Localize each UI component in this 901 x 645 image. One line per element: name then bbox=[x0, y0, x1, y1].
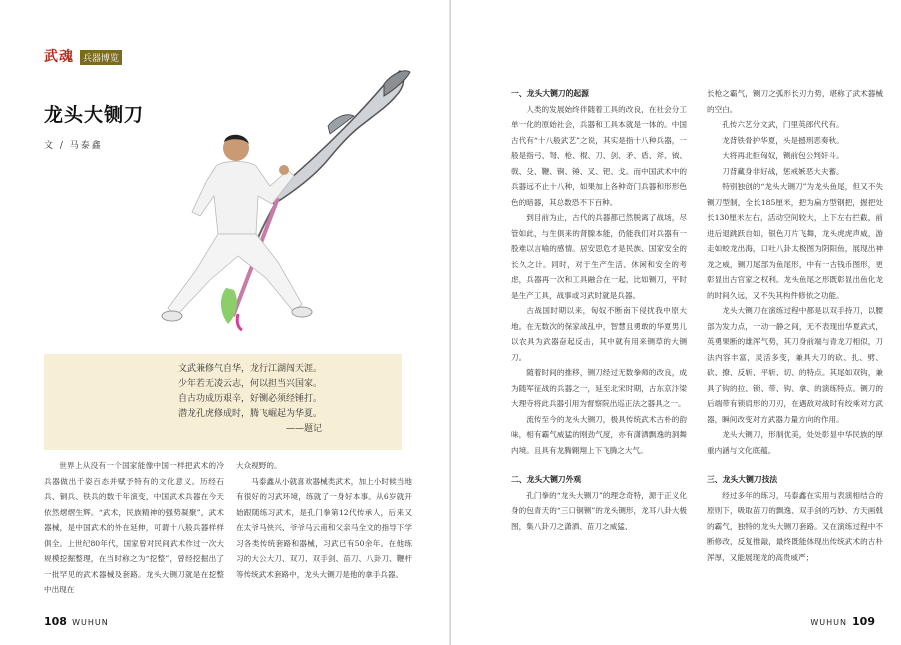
paragraph: 龙头大铡刀，形制优美，处处彰显中华民族的厚重内涵与文化底蕴。 bbox=[707, 430, 883, 455]
paragraph: 特别独创的“龙头大铡刀”为龙头鱼尾，但又不失铡刀型制，全长185厘米，把为扁方型钢把，握把处长130厘米左右，活动空间较大，上下左右拦截，前进后退跳跃自如，银色刀片飞舞，龙头虎虎声威，游走如蛟龙出海，口吐八卦太极图为阴阳鱼，展现出神龙之威，铡刀尾部为鱼尾形，中有一古钱币图形，更彰显出古官家之权利。龙头鱼尾之形既彰显出鱼化龙的时间久远，又不失其构件修依之功能。 bbox=[707, 182, 883, 300]
paragraph: 龙头大铡刀在演练过程中都是以双手持刀，以腰部为发力点，一动一静之间，无不表现出华夏武式，英勇果断的雄浑气势，其刀身前端与青龙刀相似，刀法内容丰富，灵活多变，兼具大刀的砍、扎、劈、砍、撩、反斩、平斩、切、的特点。其尾如双钩，兼具了钩的拉、锁、带、钩、拿、的演练特点。铡刀的后端带有锁肩形的刀刃，在遇敌对战时有绞乘对方武器，瞬间改变对方武器力量方向的作用。 bbox=[707, 306, 883, 424]
section-heading: 二、龙头大铡刀外观 bbox=[511, 475, 582, 484]
magazine-name: WUHUN bbox=[810, 618, 847, 627]
right-column-1 bbox=[511, 86, 687, 606]
epigraph-poem bbox=[178, 362, 322, 437]
magazine-logo: 武魂 bbox=[44, 49, 74, 65]
blade-shape bbox=[270, 71, 403, 204]
verse-line: 刀背藏身非好战，惩戒嫉恶大夫蓄。 bbox=[722, 166, 844, 176]
paragraph: 长枪之霸气，铡刀之弧形长刃力势，堪称了武术器械的空白。 bbox=[707, 89, 883, 114]
poem-line: 文武兼修气自华，龙行江湖闯天涯。 bbox=[177, 364, 322, 374]
poem-line: 少年若无凌云志，何以担当兴国家。 bbox=[177, 379, 322, 389]
paragraph: 古战国时期以来，匈奴不断南下侵扰我中原大地。在无数次的保家战乱中，智慧且勇敢的华夏男儿以农具为武器奋起反击，其中就有用来铡草的大铡刀。 bbox=[511, 306, 687, 362]
right-page bbox=[451, 0, 901, 645]
magazine-name: WUHUN bbox=[72, 618, 109, 627]
paragraph: 到目前为止，古代的兵器都已然脱离了战场，尽管如此，与生俱来的肾腺本能，仍能我们对兵器有一股难以言喻的感情。居安思危才是民族、国家安全的长久之计。同时，对于生产生活、休闲和安全的考虑，兵器再一次和工具融合在一起，比如铡刀，平时是生产工具，战事或习武时就是兵器。 bbox=[511, 213, 687, 300]
page-number: 109 bbox=[852, 615, 875, 628]
paragraph: 孔门拳的“龙头大铡刀”的理念奇特，源于正义化身的包青天的“三口铜铡”的龙头铡形，龙耳八卦大极图，集八卦刀之潇洒、苗刀之威猛、 bbox=[511, 490, 687, 531]
epigraph-box bbox=[44, 354, 402, 450]
paragraph: 大众视野的。 bbox=[236, 461, 282, 470]
verse-line: 孔传六艺分文武，门里英郎代代有。 bbox=[722, 120, 844, 129]
right-column-2 bbox=[707, 86, 883, 606]
left-folio bbox=[44, 610, 109, 629]
poem-line: 潜龙孔虎修成时，腾飞崛起为华夏。 bbox=[177, 409, 322, 419]
poem-signature: ——题记 bbox=[285, 424, 322, 434]
left-page bbox=[0, 0, 450, 645]
verse-line: 大将再北拒匈奴，铡前包公判奸斗。 bbox=[722, 151, 844, 160]
paragraph: 流传至今的龙头大铡刀，极具传统武术古朴的韵味，相有霸气威猛的刚劲气度，亦有潇洒飘逸的洞舞内境。且具有龙腾翱翔上下飞腾之大气。 bbox=[511, 414, 687, 455]
section-heading: 三、龙头大铡刀技法 bbox=[707, 475, 778, 484]
paragraph: 马泰鑫从小就喜欢器械类武术，加上小时候当地有很好的习武环境，练就了一身好本事。从6岁就开始跟随练习武术，是孔门拳第12代传承人，后来又在太爷马侠兴、爷爷马云甫和父亲马全文的指导下学习各类传统套路和器械，习武已有50余年。在他练习的大公大刀、双刀、双手剑、苗刀、八卦刀、鞭杆等传统武术套路中，龙头大铡刀是他的拿手兵器。 bbox=[236, 476, 412, 579]
left-column-1 bbox=[44, 458, 224, 608]
left-column-2 bbox=[236, 458, 412, 608]
martial-artist-photo bbox=[88, 66, 418, 346]
verse-line: 龙背铁骨护华夏，头是撼刑恶奏秋。 bbox=[722, 135, 844, 145]
page-number: 108 bbox=[44, 615, 67, 628]
paragraph: 世界上从没有一个国家能像中国一样把武术的冷兵器做出千姿百态并赋予特有的文化意义。历经石兵、铜兵、铁兵的数千年演变，中国武术兵器在今天依然熠熠生辉。“武术，民族精神的强势凝聚”，武术器械，是中国武术的外在延伸，可谓十八般兵器样样俱全。上世纪80年代，国家曾对民间武术作过一次大规模挖掘整理，在当时称之为“挖整”，曾经挖掘出了一批罕见的武术器械及套路。龙头大铡刀就是在挖整中出现在 bbox=[44, 461, 224, 594]
section-tag: 兵器博览 bbox=[80, 50, 122, 65]
article-title: 龙头大铡刀 bbox=[44, 104, 145, 126]
article-byline: 文 / 马泰鑫 bbox=[44, 141, 103, 151]
paragraph: 经过多年的练习，马泰鑫在实用与表演相结合的原则下，吸取苗刀的飘逸、双手剑的巧妙、方天画戟的霸气，独特的龙头大铡刀套路。又在演练过程中不断修改，反复推敲，最终既能体现出传统武术的古朴浑厚，又能展现龙的高贵威严； bbox=[707, 490, 883, 562]
poem-line: 自古功成历艰辛，好铡必须经锤打。 bbox=[177, 394, 322, 404]
paragraph: 人类的发展始终伴随着工具的改良，在社会分工单一化的原始社会，兵器和工具本就是一体的。中国古代有“十八般武艺”之说，其实是指十八种兵器，一般是指弓、弩、枪、棍、刀、剑、矛、盾、斧、钺、戟、殳、鞭、锏、锤、叉、钯、戈。而中国武术中的兵器远不止十八种，如果加上各种奇门兵器和形形色色的暗器，其总数恐不下百种。 bbox=[511, 104, 687, 207]
right-folio bbox=[810, 610, 875, 629]
section-heading: 一、龙头大铡刀的起源 bbox=[511, 89, 589, 98]
paragraph: 随着时间的推移，铡刀经过无数拳师的改良，成为随军征战的兵器之一，延至北宋时期，古东京汴梁大理寺将此兵器引用为督察院出巡正法之器具之一。 bbox=[511, 368, 687, 408]
